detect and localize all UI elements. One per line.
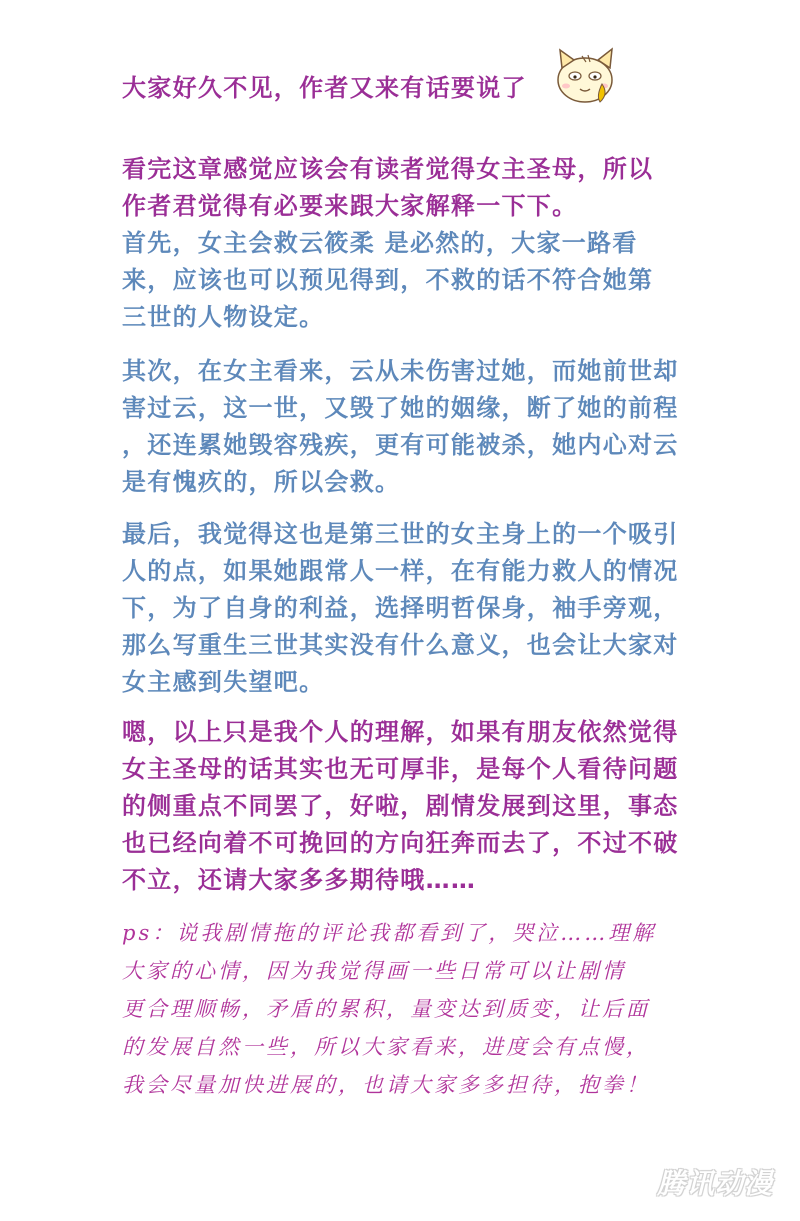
intro-line: 作者君觉得有必要来跟大家解释一下下。 <box>122 192 578 220</box>
reason-last-line: 那么写重生三世其实没有什么意义，也会让大家对 <box>122 631 679 659</box>
cat-face-icon <box>552 42 622 112</box>
closing-line: 嗯，以上只是我个人的理解，如果有朋友依然觉得 <box>122 718 679 746</box>
reason-last-line: 女主感到失望吧。 <box>122 668 325 696</box>
closing-line: 的侧重点不同罢了，好啦，剧情发展到这里，事态 <box>122 792 679 820</box>
reason-last-line: 最后，我觉得这也是第三世的女主身上的一个吸引 <box>122 520 679 548</box>
reason-second-line: 其次，在女主看来，云从未伤害过她，而她前世却 <box>122 357 679 385</box>
ps-line: ps：说我剧情拖的评论我都看到了，哭泣……理解 <box>122 921 657 945</box>
ps-line: 大家的心情，因为我觉得画一些日常可以让剧情 <box>122 959 626 983</box>
closing-line: 也已经向着不可挽回的方向狂奔而去了，不过不破 <box>122 829 679 857</box>
closing-line: 女主圣母的话其实也无可厚非，是每个人看待问题 <box>122 755 679 783</box>
ps-line: 我会尽量加快进展的，也请大家多多担待，抱拳！ <box>122 1073 650 1097</box>
reason-second-line: ，还连累她毁容残疾，更有可能被杀，她内心对云 <box>122 431 679 459</box>
reason-first-line: 来，应该也可以预见得到，不救的话不符合她第 <box>122 266 654 294</box>
tencent-comic-watermark: 腾讯动漫 <box>656 1167 773 1200</box>
ps-line: 的发展自然一些，所以大家看来，进度会有点慢， <box>122 1035 650 1059</box>
ps-line: 更合理顺畅，矛盾的累积，量变达到质变，让后面 <box>122 997 650 1021</box>
reason-first-line: 首先，女主会救云筱柔 是必然的，大家一路看 <box>122 229 638 257</box>
reason-second-line: 害过云，这一世，又毁了她的姻缘，断了她的前程 <box>122 394 679 422</box>
intro-line: 看完这章感觉应该会有读者觉得女主圣母，所以 <box>122 155 654 183</box>
reason-last-line: 人的点，如果她跟常人一样，在有能力救人的情况 <box>122 557 679 585</box>
reason-last-line: 下，为了自身的利益，选择明哲保身，袖手旁观， <box>122 594 679 622</box>
closing-line: 不立，还请大家多多期待哦…… <box>122 866 477 894</box>
reason-first-line: 三世的人物设定。 <box>122 303 325 331</box>
greeting-heading: 大家好久不见，作者又来有话要说了 <box>122 74 527 102</box>
reason-second-line: 是有愧疚的，所以会救。 <box>122 468 401 496</box>
